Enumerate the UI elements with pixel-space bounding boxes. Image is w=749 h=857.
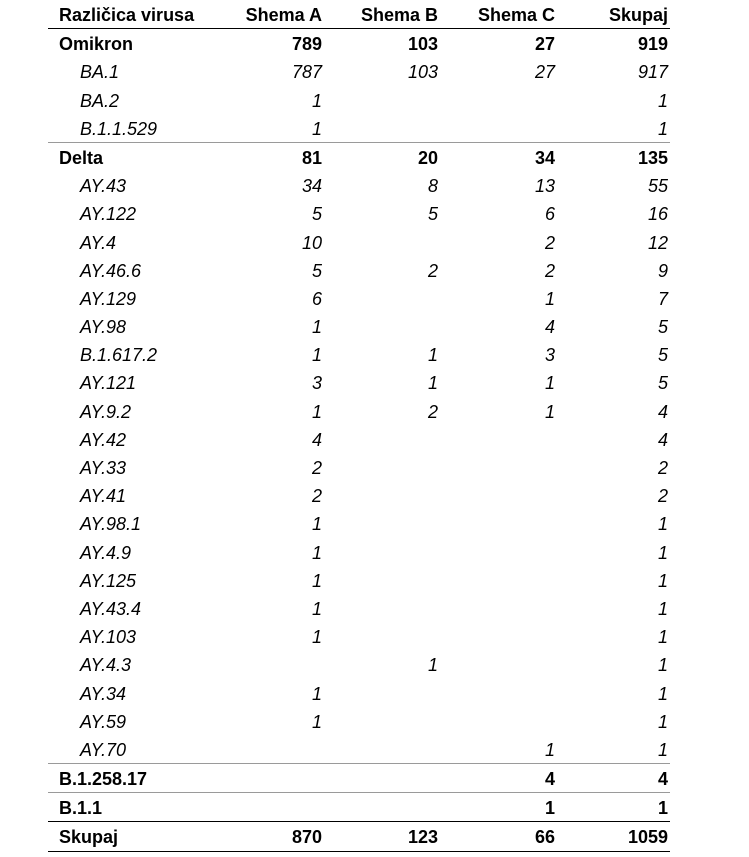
scheme-c-cell: 3	[544, 345, 555, 366]
variant-cell: AY.122	[80, 204, 137, 225]
variant-cell: Delta	[59, 147, 104, 168]
table-row	[48, 199, 670, 227]
scheme-a-cell: 1	[311, 317, 322, 338]
total-cell: 1	[657, 598, 668, 619]
scheme-a-cell: 870	[291, 827, 322, 848]
scheme-a-cell: 1	[311, 401, 322, 422]
total-cell: 4	[657, 429, 668, 450]
header-scheme-c: Shema C	[477, 5, 555, 25]
variant-cell: AY.46.6	[80, 260, 142, 281]
header-total: Skupaj	[608, 5, 668, 25]
scheme-a-cell: 2	[311, 486, 322, 507]
table-row	[48, 481, 670, 509]
scheme-a-cell: 1	[311, 345, 322, 366]
header-scheme-a: Shema A	[245, 5, 322, 25]
total-cell: 4	[657, 769, 668, 790]
scheme-c-cell: 2	[544, 260, 555, 281]
table-body	[48, 29, 670, 851]
table-row	[48, 171, 670, 199]
total-cell: 2	[657, 486, 668, 507]
table-row	[48, 284, 670, 312]
variant-cell: AY.121	[80, 373, 137, 394]
variant-cell: B.1.1	[59, 798, 103, 819]
scheme-a-cell: 10	[301, 232, 322, 253]
scheme-b-cell: 1	[427, 373, 438, 394]
variant-cell: AY.4.3	[80, 655, 132, 676]
scheme-b-cell: 1	[427, 345, 438, 366]
total-cell: 1	[657, 655, 668, 676]
scheme-b-cell: 2	[427, 401, 438, 422]
total-cell: 1	[657, 90, 668, 111]
variant-cell: AY.4	[80, 232, 117, 253]
group-row	[48, 142, 670, 171]
table-row	[48, 86, 670, 114]
table-row	[48, 228, 670, 256]
group-row	[48, 792, 670, 821]
scheme-a-cell: 787	[291, 62, 322, 83]
variant-cell: AY.129	[80, 288, 137, 309]
scheme-a-cell: 1	[311, 627, 322, 648]
table-row	[48, 679, 670, 707]
total-cell: 1	[657, 542, 668, 563]
scheme-a-cell: 2	[311, 458, 322, 478]
scheme-a-cell: 5	[311, 204, 322, 225]
total-cell: 1	[657, 711, 668, 732]
variant-cell: B.1.1.529	[80, 118, 158, 139]
variant-cell: AY.43	[80, 176, 127, 197]
variant-cell: AY.41	[80, 486, 127, 507]
variant-cell: AY.70	[80, 739, 127, 760]
scheme-a-cell: 34	[301, 176, 322, 197]
total-cell: 9	[657, 260, 668, 281]
table-row	[48, 650, 670, 678]
variant-cell: AY.33	[80, 458, 127, 478]
scheme-a-cell: 789	[291, 34, 322, 55]
total-cell: 12	[647, 232, 668, 253]
total-cell: 1	[657, 514, 668, 535]
total-cell: 135	[637, 147, 668, 168]
table-row	[48, 566, 670, 594]
scheme-b-cell: 103	[407, 34, 438, 55]
total-cell: 1059	[627, 827, 668, 848]
variant-cell: BA.2	[80, 90, 120, 111]
variant-cell: AY.98.1	[80, 514, 142, 535]
scheme-c-cell: 1	[544, 798, 555, 819]
variant-cell: AY.125	[80, 570, 137, 591]
scheme-c-cell: 4	[544, 317, 555, 338]
total-cell: 919	[637, 34, 668, 55]
total-cell: 1	[657, 570, 668, 591]
group-row	[48, 763, 670, 792]
total-cell: 2	[657, 458, 668, 478]
variant-cell: AY.59	[80, 711, 127, 732]
scheme-a-cell: 1	[311, 542, 322, 563]
table-row	[48, 114, 670, 142]
scheme-a-cell: 6	[311, 288, 322, 309]
total-cell: 55	[647, 176, 668, 197]
scheme-b-cell: 2	[427, 260, 438, 281]
scheme-b-cell: 8	[427, 176, 438, 197]
table-row	[48, 312, 670, 340]
table-row	[48, 538, 670, 566]
table-row	[48, 594, 670, 622]
scheme-c-cell: 34	[534, 147, 555, 168]
total-cell: 917	[637, 62, 668, 83]
scheme-a-cell: 1	[311, 711, 322, 732]
scheme-c-cell: 2	[544, 232, 555, 253]
total-cell: 5	[657, 317, 668, 338]
variant-table	[48, 0, 670, 852]
variant-cell: AY.103	[80, 627, 137, 648]
total-cell: 7	[657, 288, 668, 309]
table-header-row	[48, 0, 670, 29]
total-cell: 16	[647, 204, 668, 225]
scheme-a-cell: 1	[311, 118, 322, 139]
table-row	[48, 57, 670, 85]
scheme-c-cell: 27	[534, 62, 555, 83]
scheme-c-cell: 1	[544, 401, 555, 422]
scheme-c-cell: 4	[544, 769, 555, 790]
scheme-a-cell: 1	[311, 570, 322, 591]
table-row	[48, 622, 670, 650]
scheme-a-cell: 1	[311, 683, 322, 704]
variant-cell: B.1.617.2	[80, 345, 158, 366]
total-cell: 4	[657, 401, 668, 422]
total-cell: 1	[657, 683, 668, 704]
scheme-c-cell: 6	[544, 204, 555, 225]
scheme-c-cell: 27	[534, 34, 555, 55]
scheme-a-cell: 5	[311, 260, 322, 281]
table-row	[48, 425, 670, 453]
scheme-b-cell: 103	[407, 62, 438, 83]
table-row	[48, 340, 670, 368]
variant-cell: AY.9.2	[80, 401, 132, 422]
total-cell: 5	[657, 345, 668, 366]
scheme-a-cell: 81	[301, 147, 322, 168]
scheme-c-cell: 66	[534, 827, 555, 848]
scheme-a-cell: 3	[311, 373, 322, 394]
scheme-b-cell: 20	[417, 147, 438, 168]
variant-cell: B.1.258.17	[59, 769, 148, 790]
table-row	[48, 453, 670, 481]
total-cell: 1	[657, 627, 668, 648]
table-row	[48, 509, 670, 537]
scheme-c-cell: 1	[544, 373, 555, 394]
scheme-b-cell: 1	[427, 655, 438, 676]
table-row	[48, 256, 670, 284]
scheme-a-cell: 1	[311, 514, 322, 535]
total-row	[48, 821, 670, 851]
scheme-c-cell: 13	[534, 176, 555, 197]
table-row	[48, 397, 670, 425]
variant-cell: AY.34	[80, 683, 127, 704]
header-scheme-b: Shema B	[360, 5, 438, 25]
variant-cell: BA.1	[80, 62, 120, 83]
scheme-b-cell: 5	[427, 204, 438, 225]
variant-cell: AY.42	[80, 429, 127, 450]
variant-cell: Omikron	[59, 34, 134, 55]
table-row	[48, 707, 670, 735]
scheme-c-cell: 1	[544, 739, 555, 760]
total-cell: 1	[657, 739, 668, 760]
scheme-a-cell: 1	[311, 598, 322, 619]
group-row	[48, 29, 670, 57]
scheme-b-cell: 123	[407, 827, 438, 848]
header-variant: Različica virusa	[59, 5, 195, 25]
table-row	[48, 735, 670, 763]
scheme-a-cell: 1	[311, 90, 322, 111]
variant-cell: AY.4.9	[80, 542, 132, 563]
total-cell: 5	[657, 373, 668, 394]
variant-cell: Skupaj	[59, 827, 119, 848]
table-row	[48, 368, 670, 396]
total-cell: 1	[657, 118, 668, 139]
scheme-a-cell: 4	[311, 429, 322, 450]
scheme-c-cell: 1	[544, 288, 555, 309]
variant-cell: AY.98	[80, 317, 127, 338]
variant-cell: AY.43.4	[80, 598, 142, 619]
total-cell: 1	[657, 798, 668, 819]
